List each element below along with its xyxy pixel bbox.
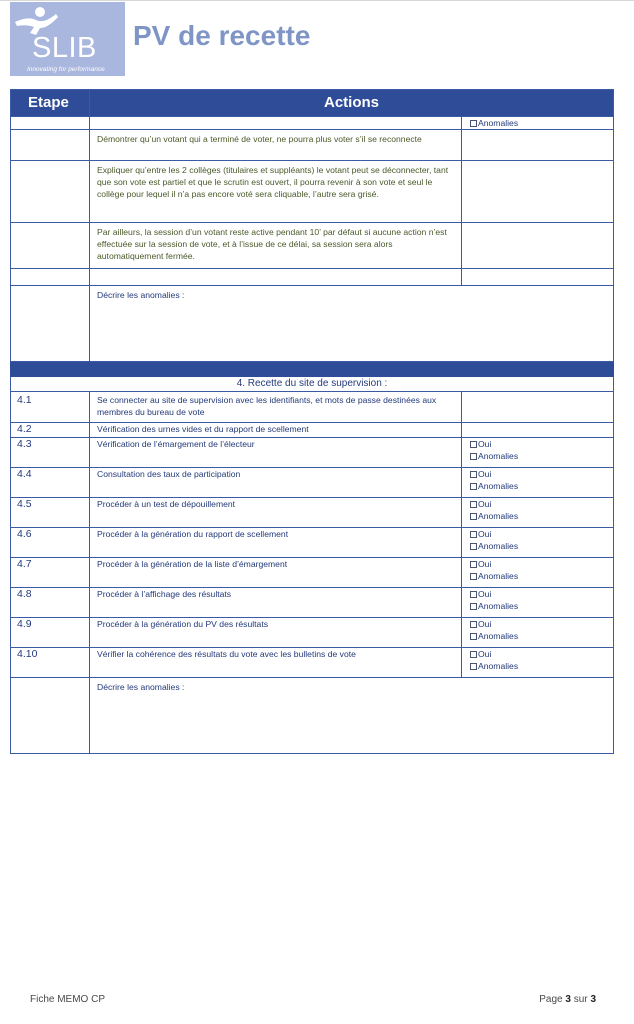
table-header bbox=[11, 90, 614, 117]
checkbox-oui[interactable] bbox=[470, 501, 477, 508]
table-row: 4.1 Se connecter au site de supervision avec les identifiants, et mots de passe destinées aux membres du bureau de vote bbox=[11, 392, 614, 423]
table-row bbox=[11, 223, 614, 269]
page-title: PV de recette bbox=[133, 20, 311, 51]
table-row: 4.3 Vérification de l’émargement de l’électeur Oui Anomalies bbox=[11, 438, 614, 468]
section-title: 4. Recette du site de supervision : bbox=[11, 377, 614, 392]
checkbox-anomalies[interactable] bbox=[470, 120, 477, 127]
recette-table bbox=[10, 89, 614, 754]
footer-page-number: Page 3 sur 3 bbox=[539, 994, 596, 1005]
checkbox-oui[interactable] bbox=[470, 441, 477, 448]
logo-tagline: Innovating for performance bbox=[27, 66, 105, 73]
footer-doc-name: Fiche MEMO CP bbox=[30, 994, 106, 1005]
section-title-row bbox=[11, 377, 614, 392]
col-actions-header: Actions bbox=[90, 90, 614, 117]
describe-anomalies-label: Décrire les anomalies : bbox=[90, 678, 614, 754]
row-action: Démontrer qu’un votant qui a terminé de voter, ne pourra plus voter s’il se reconnecte bbox=[90, 130, 462, 161]
row-action: Par ailleurs, la session d’un votant reste active pendant 10’ par défaut si aucune action n’est effectuée sur la session de vote, et à l’issue de ce délai, sa session sera alors automatiquement fermée. bbox=[90, 223, 462, 269]
table-row: 4.6 Procéder à la génération du rapport de scellement Oui Anomalies bbox=[11, 528, 614, 558]
table-row bbox=[11, 130, 614, 161]
describe-anomalies-label: Décrire les anomalies : bbox=[90, 286, 614, 362]
section-band bbox=[11, 362, 614, 377]
checkbox-anomalies[interactable] bbox=[470, 513, 477, 520]
col-etape-header: Etape bbox=[11, 90, 90, 117]
table-row bbox=[11, 161, 614, 223]
checkbox-oui[interactable] bbox=[470, 561, 477, 568]
checkbox-oui[interactable] bbox=[470, 651, 477, 658]
checkbox-anomalies[interactable] bbox=[470, 453, 477, 460]
table-row bbox=[11, 117, 614, 130]
logo-text: SLIB bbox=[32, 32, 97, 64]
checkbox-anomalies[interactable] bbox=[470, 573, 477, 580]
row-action: Expliquer qu’entre les 2 collèges (titulaires et suppléants) le votant peut se déconnecter, tant que son vote est partiel et que le scrutin est ouvert, il pourra revenir à son vote et seul le collège pour lequel il n’a pas encore voté sera cliquable, l’autre sera grisé. bbox=[90, 161, 462, 223]
top-rule bbox=[0, 0, 634, 1]
checkbox-oui[interactable] bbox=[470, 591, 477, 598]
row-status: Anomalies bbox=[462, 117, 614, 130]
row-num bbox=[11, 117, 90, 130]
row-action bbox=[90, 117, 462, 130]
checkbox-oui[interactable] bbox=[470, 531, 477, 538]
table-row: 4.7 Procéder à la génération de la liste d’émargement Oui Anomalies bbox=[11, 558, 614, 588]
table-row: 4.5 Procéder à un test de dépouillement Oui Anomalies bbox=[11, 498, 614, 528]
checkbox-anomalies[interactable] bbox=[470, 483, 477, 490]
table-row: 4.8 Procéder à l’affichage des résultats Oui Anomalies bbox=[11, 588, 614, 618]
table-row bbox=[11, 269, 614, 286]
slib-logo bbox=[10, 2, 125, 76]
table-row: 4.4 Consultation des taux de participation Oui Anomalies bbox=[11, 468, 614, 498]
table-row: 4.2 Vérification des urnes vides et du rapport de scellement bbox=[11, 423, 614, 438]
checkbox-anomalies[interactable] bbox=[470, 633, 477, 640]
anomalies-row bbox=[11, 678, 614, 754]
checkbox-oui[interactable] bbox=[470, 471, 477, 478]
anomalies-row bbox=[11, 286, 614, 362]
checkbox-anomalies[interactable] bbox=[470, 603, 477, 610]
table-row: 4.9 Procéder à la génération du PV des résultats Oui Anomalies bbox=[11, 618, 614, 648]
checkbox-anomalies[interactable] bbox=[470, 543, 477, 550]
table-row: 4.10 Vérifier la cohérence des résultats du vote avec les bulletins de vote Oui Anomalies bbox=[11, 648, 614, 678]
checkbox-oui[interactable] bbox=[470, 621, 477, 628]
checkbox-anomalies[interactable] bbox=[470, 663, 477, 670]
